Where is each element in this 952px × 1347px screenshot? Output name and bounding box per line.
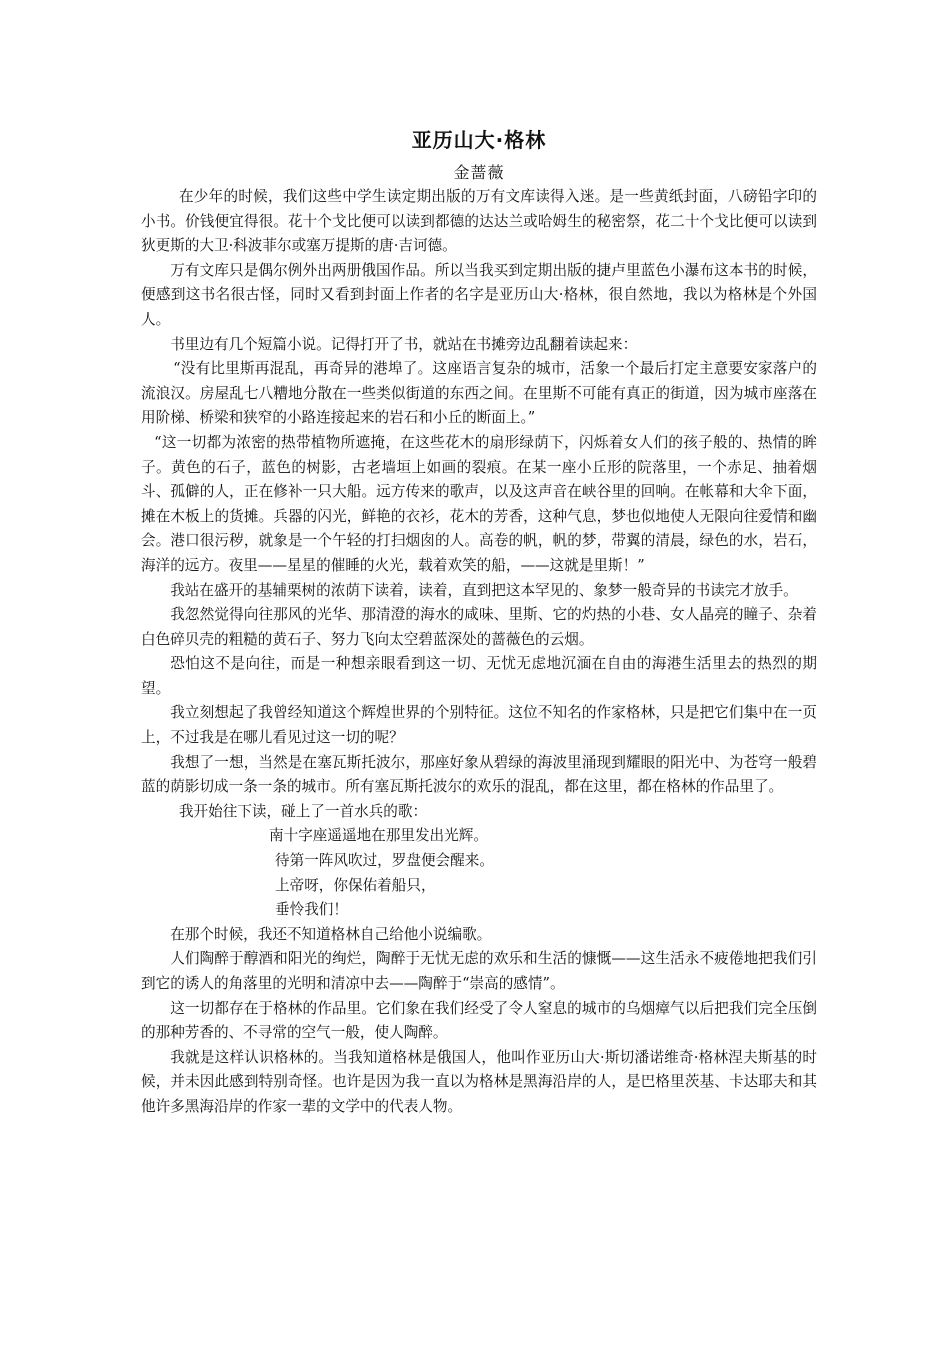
document-author: 金蔷薇: [453, 163, 505, 182]
document-title: 亚历山大·格林: [411, 128, 547, 152]
paragraph: 我立刻想起了我曾经知道这个辉煌世界的个别特征。这位不知名的作家格林，只是把它们集中在一页上，不过我是在哪儿看见过这一切的呢？: [141, 704, 817, 747]
paragraph: 我站在盛开的基辅栗树的浓荫下读着，读着，直到把这本罕见的、象梦一般奇异的书读完才放手。: [170, 581, 798, 599]
quote-paragraph: “没有比里斯再混乱，再奇异的港埠了。这座语言复杂的城市，活象一个最后打定主意要安家落户的流浪汉。房屋乱七八糟地分散在一些类似街道的东西之间。在里斯不可能有真正的街道，因为城市座落在用阶梯、桥梁和狭窄的小路连接起来的岩石和小丘的断面上。”: [141, 360, 817, 427]
verse-line: 南十字座遥遥地在那里发出光辉。: [269, 827, 488, 845]
paragraph: 我想了一想，当然是在塞瓦斯托波尔，那座好象从碧绿的海波里涌现到耀眼的阳光中、为苍穹一般碧蓝的荫影切成一条一条的城市。所有塞瓦斯托波尔的欢乐的混乱，都在这里，都在格林的作品里了。: [141, 753, 817, 796]
verse-line: 待第一阵风吹过，罗盘便会醒来。: [275, 852, 494, 870]
verse-line: 垂怜我们！: [275, 901, 348, 919]
paragraph: 我开始往下读，碰上了一首水兵的歌：: [178, 802, 428, 820]
paragraph: 我忽然觉得向往那风的光华、那清澄的海水的咸味、里斯、它的灼热的小巷、女人晶亮的瞳子、杂着白色碎贝壳的粗糙的黄石子、努力飞向太空碧蓝深处的蔷薇色的云烟。: [141, 606, 817, 648]
document-page: [141, 124, 817, 1120]
song-verse: [141, 824, 817, 922]
paragraph: 这一切都存在于格林的作品里。它们象在我们经受了令人窒息的城市的乌烟瘴气以后把我们完全压倒的那种芳香的、不寻常的空气一般，使人陶醉。: [141, 999, 817, 1042]
paragraph: 书里边有几个短篇小说。记得打开了书，就站在书摊旁边乱翻着读起来：: [170, 335, 638, 353]
verse-line: 上帝呀，你保佑着船只，: [275, 876, 436, 894]
paragraph: 恐怕这不是向往，而是一种想亲眼看到这一切、无忧无虑地沉湎在自由的海港生活里去的热烈的期望。: [141, 655, 817, 697]
quote-paragraph: “这一切都为浓密的热带植物所遮掩，在这些花木的扇形绿荫下，闪烁着女人们的孩子般的、热情的眸子。黄色的石子，蓝色的树影，古老墙垣上如画的裂痕。在某一座小丘形的院落里，一个赤足、抽着烟斗、孤僻的人，正在修补一只大船。远方传来的歌声，以及这声音在峡谷里的回响。在帐幕和大伞下面，摊在木板上的货摊。兵器的闪光，鲜艳的衣衫，花木的芳香，这种气息，梦也似地使人无限向往爱情和幽会。港口很污秽，就象是一个午轻的打扫烟囱的人。高卷的帆，帆的梦，带翼的清晨，绿色的水，岩石，海洋的远方。夜里——星星的催睡的火光，载着欢笑的船，——这就是里斯！”: [141, 433, 817, 574]
paragraph: 人们陶醉于醇酒和阳光的绚烂，陶醉于无忧无虑的欢乐和生活的慷慨——这生活永不疲倦地把我们引到它的诱人的角落里的光明和清凉中去——陶醉于“崇高的感情”。: [141, 950, 817, 992]
paragraph: 我就是这样认识格林的。当我知道格林是俄国人，他叫作亚历山大·斯切潘诺维奇·格林涅夫斯基的时候，并未因此感到特别奇怪。也许是因为我一直以为格林是黑海沿岸的人，是巴格里茨基、卡达耶夫和其他许多黑海沿岸的作家一辈的文学中的代表人物。: [141, 1048, 817, 1115]
paragraph: 万有文库只是偶尔例外出两册俄国作品。所以当我买到定期出版的捷卢里蓝色小瀑布这本书的时候，便感到这书名很古怪，同时又看到封面上作者的名字是亚历山大·格林，很自然地，我以为格林是个外国人。: [141, 261, 817, 328]
paragraph: 在那个时候，我还不知道格林自己给他小说编歌。: [170, 925, 492, 943]
paragraph: 在少年的时候，我们这些中学生读定期出版的万有文库读得入迷。是一些黄纸封面，八磅铅字印的小书。价钱便宜得很。花十个戈比便可以读到都德的达达兰或哈姆生的秘密祭，花二十个戈比便可以读到狄更斯的大卫·科波菲尔或塞万提斯的唐·吉诃德。: [141, 188, 817, 255]
